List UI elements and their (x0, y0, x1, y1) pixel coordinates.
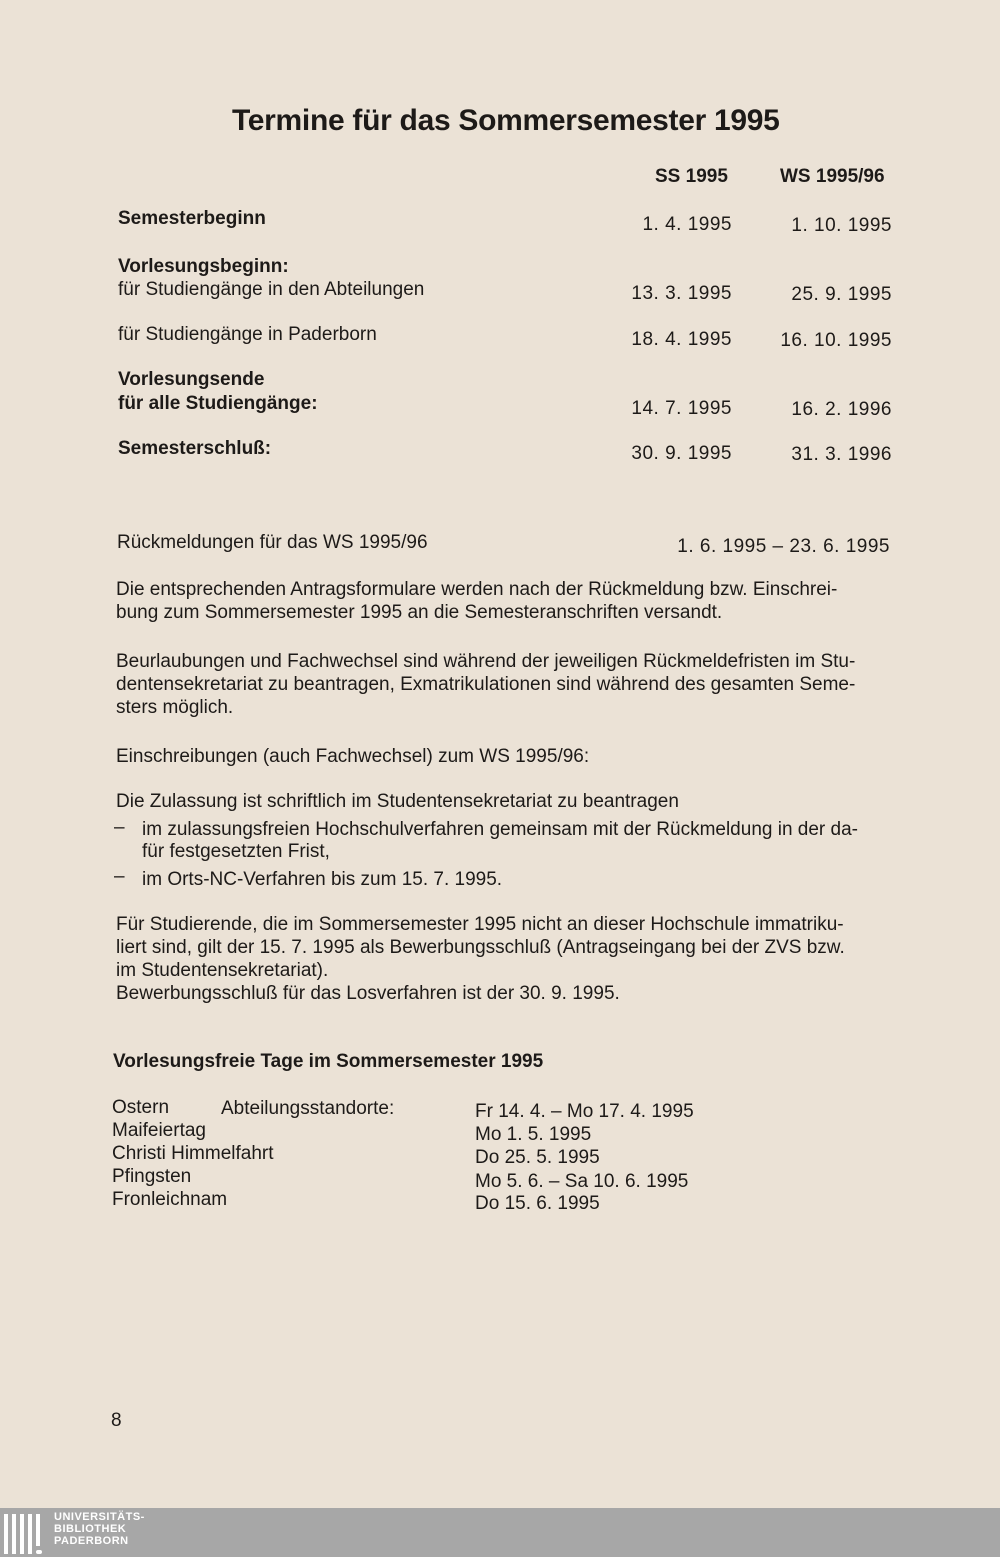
paragraph-line: bung zum Sommersemester 1995 an die Semesteranschriften versandt. (116, 602, 723, 623)
paragraph-line: für festgesetzten Frist, (142, 841, 330, 862)
date-ws-semesterschluss: 31. 3. 1996 (791, 444, 892, 465)
bullet-item-hochschulverfahren (142, 819, 922, 863)
date-ws-paderborn: 16. 10. 1995 (780, 330, 892, 351)
holidays-heading: Vorlesungsfreie Tage im Sommersemester 1995 (113, 1051, 544, 1072)
holiday-date-pfingsten: Mo 5. 6. – Sa 10. 6. 1995 (475, 1171, 689, 1192)
paragraph-zulassung: Die Zulassung ist schriftlich im Studentensekretariat zu beantragen (116, 791, 679, 812)
dash-bullet: – (114, 866, 125, 887)
date-ws-abteilungen: 25. 9. 1995 (791, 284, 892, 305)
paragraph-beurlaubung (116, 650, 916, 719)
bullet-item-orts-nc: im Orts-NC-Verfahren bis zum 15. 7. 1995. (142, 869, 503, 890)
row-heading-vorlesungsende: Vorlesungsende (118, 369, 265, 390)
paragraph-line: liert sind, gilt der 15. 7. 1995 als Bewerbungsschluß (Antragseingang bei der ZVS bzw. (116, 937, 845, 958)
library-name-line: BIBLIOTHEK (54, 1523, 127, 1535)
paragraph-line: dentensekretariat zu beantragen, Exmatrikulationen sind während des gesamten Seme- (116, 674, 856, 695)
date-ws-vorlesungsende: 16. 2. 1996 (791, 399, 892, 420)
page-number: 8 (111, 1410, 122, 1431)
date-ss-semesterbeginn: 1. 4. 1995 (642, 214, 732, 235)
row-label-alle-studiengaenge: für alle Studiengänge: (118, 393, 318, 414)
holiday-name-maifeiertag: Maifeiertag (112, 1120, 206, 1141)
paragraph-line: im Studentensekretariat). (116, 960, 329, 981)
rueckmeldung-range: 1. 6. 1995 – 23. 6. 1995 (677, 536, 890, 557)
paragraph-einschreibung: Einschreibungen (auch Fachwechsel) zum WS 1995/96: (116, 746, 590, 767)
column-header-ss: SS 1995 (655, 166, 728, 187)
paragraph-line: Bewerbungsschluß für das Losverfahren ist der 30. 9. 1995. (116, 983, 620, 1004)
rueckmeldung-label: Rückmeldungen für das WS 1995/96 (117, 532, 428, 553)
row-heading-vorlesungsbeginn: Vorlesungsbeginn: (118, 256, 289, 277)
holiday-date-ostern: Fr 14. 4. – Mo 17. 4. 1995 (475, 1101, 694, 1122)
holiday-note-ostern: Abteilungsstandorte: (221, 1098, 395, 1119)
page-title: Termine für das Sommersemester 1995 (232, 104, 780, 137)
paragraph-formulare (116, 578, 916, 624)
paragraph-line: sters möglich. (116, 697, 234, 718)
date-ss-paderborn: 18. 4. 1995 (631, 329, 732, 350)
paragraph-line: Beurlaubungen und Fachwechsel sind während der jeweiligen Rückmeldefristen im Stu- (116, 651, 856, 672)
column-header-ws: WS 1995/96 (780, 166, 885, 187)
row-label-paderborn: für Studiengänge in Paderborn (118, 324, 377, 345)
holiday-name-himmelfahrt: Christi Himmelfahrt (112, 1143, 274, 1164)
holiday-date-himmelfahrt: Do 25. 5. 1995 (475, 1147, 600, 1168)
paragraph-line: Die entsprechenden Antragsformulare werden nach der Rückmeldung bzw. Einschrei- (116, 579, 838, 600)
row-label-semesterschluss: Semesterschluß: (118, 438, 272, 459)
holiday-date-maifeiertag: Mo 1. 5. 1995 (475, 1124, 592, 1145)
holiday-name-pfingsten: Pfingsten (112, 1166, 192, 1187)
row-label-abteilungen: für Studiengänge in den Abteilungen (118, 279, 425, 300)
dash-bullet: – (114, 817, 125, 838)
library-name-line: UNIVERSITÄTS- (54, 1511, 145, 1523)
holiday-date-fronleichnam: Do 15. 6. 1995 (475, 1193, 600, 1214)
paragraph-studierende (116, 913, 916, 1005)
paragraph-line: im zulassungsfreien Hochschulverfahren gemeinsam mit der Rückmeldung in der da- (142, 819, 858, 840)
holiday-name-ostern: Ostern (112, 1097, 170, 1118)
date-ss-semesterschluss: 30. 9. 1995 (631, 443, 732, 464)
holiday-name-fronleichnam: Fronleichnam (112, 1189, 228, 1210)
library-name-line: PADERBORN (54, 1535, 129, 1547)
date-ss-vorlesungsende: 14. 7. 1995 (631, 398, 732, 419)
paragraph-line: Für Studierende, die im Sommersemester 1995 nicht an dieser Hochschule immatriku- (116, 914, 844, 935)
date-ss-abteilungen: 13. 3. 1995 (631, 283, 732, 304)
library-name (54, 1511, 145, 1547)
library-footer-bar (0, 1508, 1000, 1557)
date-ws-semesterbeginn: 1. 10. 1995 (791, 215, 892, 236)
row-label-semesterbeginn: Semesterbeginn (118, 208, 266, 229)
